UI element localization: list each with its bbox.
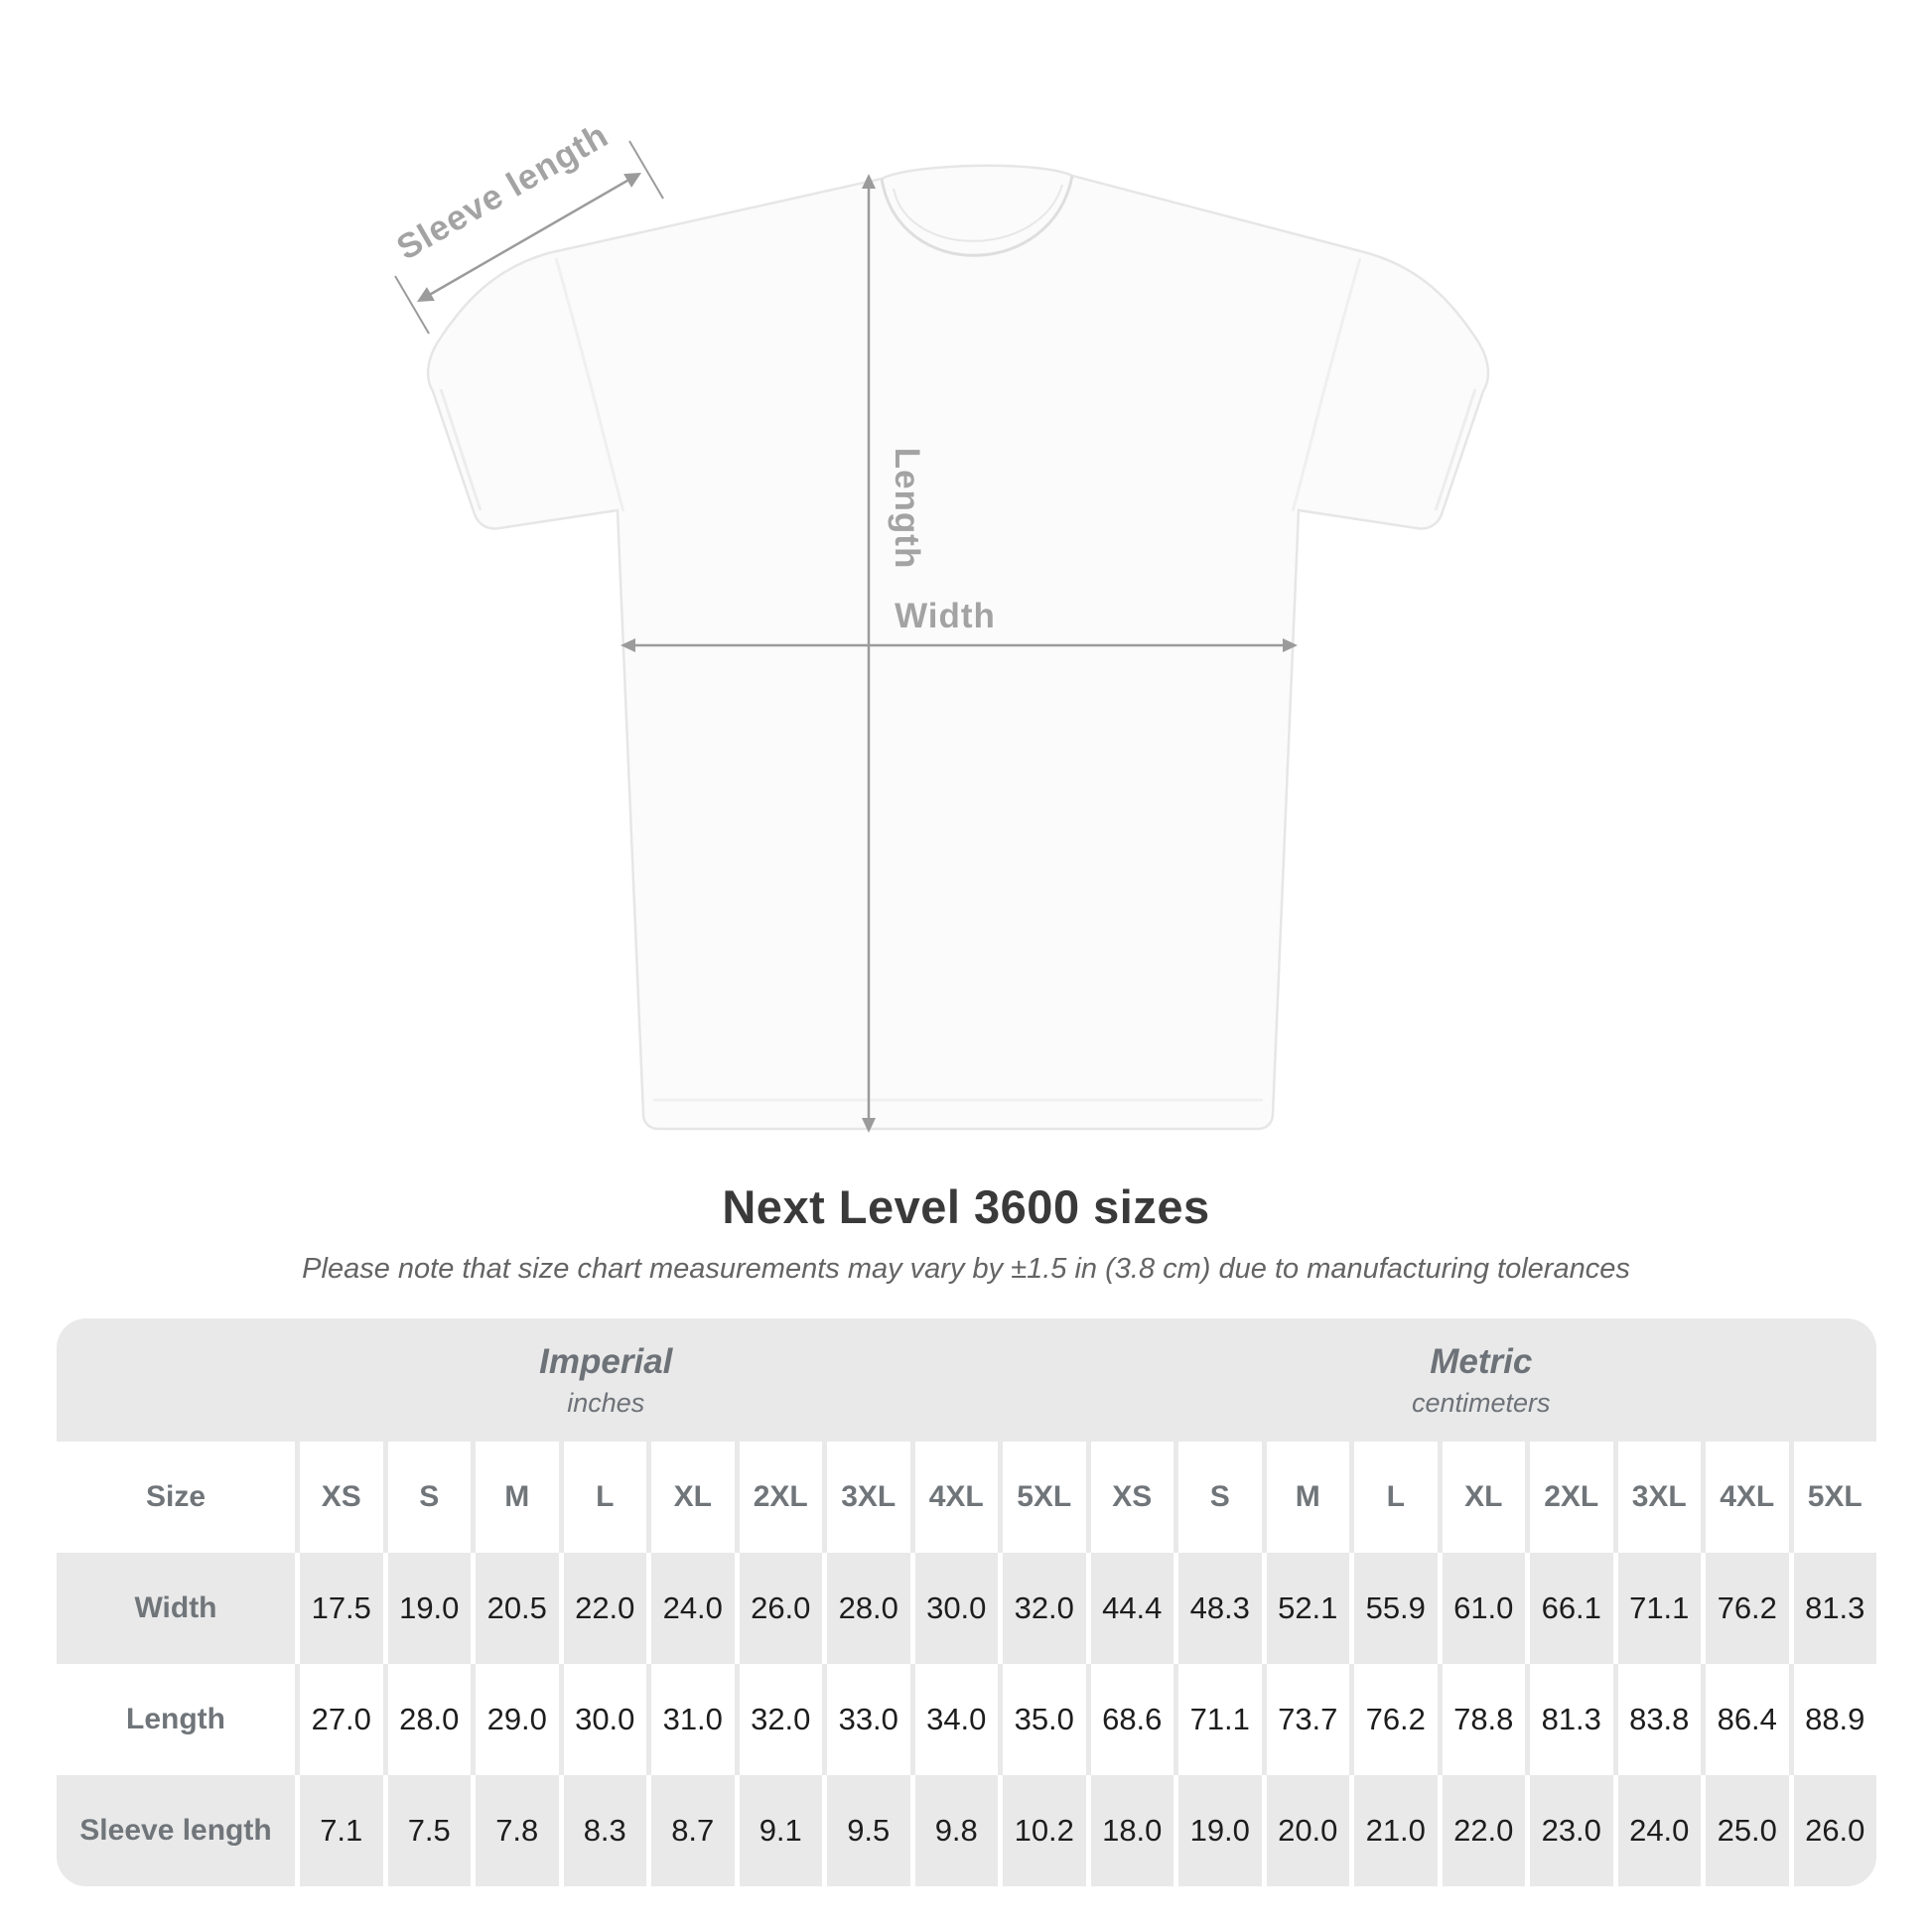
value-cell: 48.3 xyxy=(1173,1553,1262,1664)
value-cell: 10.2 xyxy=(998,1775,1086,1886)
value-cell: 17.5 xyxy=(295,1553,383,1664)
table-row xyxy=(57,1775,1876,1886)
value-cell: 86.4 xyxy=(1701,1664,1789,1775)
value-cell: 66.1 xyxy=(1525,1553,1613,1664)
value-cell: 68.6 xyxy=(1086,1664,1174,1775)
row-label: Length xyxy=(57,1664,295,1775)
value-cell: 27.0 xyxy=(295,1664,383,1775)
value-cell: 18.0 xyxy=(1086,1775,1174,1886)
value-cell: 8.3 xyxy=(559,1775,647,1886)
sleeve-tick-upper xyxy=(629,141,663,199)
value-cell: 55.9 xyxy=(1349,1553,1438,1664)
value-cell: 25.0 xyxy=(1701,1775,1789,1886)
sleeve-length-label: Sleeve length xyxy=(390,115,616,268)
value-cell: 71.1 xyxy=(1173,1664,1262,1775)
unit-group-header-row xyxy=(57,1318,1876,1442)
row-label: Sleeve length xyxy=(57,1775,295,1886)
size-column-header: 3XL xyxy=(822,1442,910,1553)
size-column-header: M xyxy=(1262,1442,1350,1553)
value-cell: 76.2 xyxy=(1701,1553,1789,1664)
length-label: Length xyxy=(888,447,926,570)
value-cell: 21.0 xyxy=(1349,1775,1438,1886)
size-column-header: 3XL xyxy=(1613,1442,1702,1553)
value-cell: 71.1 xyxy=(1613,1553,1702,1664)
value-cell: 22.0 xyxy=(559,1553,647,1664)
value-cell: 19.0 xyxy=(383,1553,472,1664)
value-cell: 81.3 xyxy=(1789,1553,1877,1664)
metric-group-title: Metric xyxy=(1430,1341,1533,1381)
value-cell: 20.5 xyxy=(471,1553,559,1664)
value-cell: 24.0 xyxy=(646,1553,735,1664)
metric-group-unit: centimeters xyxy=(1411,1387,1551,1418)
tshirt-silhouette xyxy=(428,166,1488,1129)
value-cell: 28.0 xyxy=(383,1664,472,1775)
value-cell: 78.8 xyxy=(1438,1664,1526,1775)
table-body xyxy=(57,1442,1876,1886)
value-cell: 23.0 xyxy=(1525,1775,1613,1886)
imperial-group-header xyxy=(57,1318,1086,1442)
size-header-row xyxy=(57,1442,1876,1553)
size-column-header: 5XL xyxy=(998,1442,1086,1553)
size-column-header: M xyxy=(471,1442,559,1553)
table-row xyxy=(57,1664,1876,1775)
size-column-header: S xyxy=(383,1442,472,1553)
value-cell: 30.0 xyxy=(559,1664,647,1775)
size-column-header: XL xyxy=(646,1442,735,1553)
value-cell: 26.0 xyxy=(1789,1775,1877,1886)
value-cell: 7.1 xyxy=(295,1775,383,1886)
value-cell: 9.1 xyxy=(735,1775,823,1886)
row-label: Size xyxy=(57,1442,295,1553)
value-cell: 34.0 xyxy=(910,1664,999,1775)
row-label: Width xyxy=(57,1553,295,1664)
size-column-header: L xyxy=(1349,1442,1438,1553)
size-column-header: XS xyxy=(295,1442,383,1553)
value-cell: 83.8 xyxy=(1613,1664,1702,1775)
size-column-header: 4XL xyxy=(1701,1442,1789,1553)
value-cell: 20.0 xyxy=(1262,1775,1350,1886)
size-column-header: XS xyxy=(1086,1442,1174,1553)
size-column-header: XL xyxy=(1438,1442,1526,1553)
value-cell: 19.0 xyxy=(1173,1775,1262,1886)
value-cell: 29.0 xyxy=(471,1664,559,1775)
imperial-group-title: Imperial xyxy=(539,1341,673,1381)
value-cell: 7.5 xyxy=(383,1775,472,1886)
size-column-header: S xyxy=(1173,1442,1262,1553)
size-column-header: 2XL xyxy=(735,1442,823,1553)
value-cell: 9.8 xyxy=(910,1775,999,1886)
value-cell: 7.8 xyxy=(471,1775,559,1886)
value-cell: 30.0 xyxy=(910,1553,999,1664)
size-column-header: 5XL xyxy=(1789,1442,1877,1553)
value-cell: 76.2 xyxy=(1349,1664,1438,1775)
metric-group-header xyxy=(1086,1318,1876,1442)
size-column-header: 2XL xyxy=(1525,1442,1613,1553)
sleeve-tick-lower xyxy=(395,276,429,334)
size-column-header: L xyxy=(559,1442,647,1553)
value-cell: 22.0 xyxy=(1438,1775,1526,1886)
table-row xyxy=(57,1553,1876,1664)
value-cell: 73.7 xyxy=(1262,1664,1350,1775)
size-column-header: 4XL xyxy=(910,1442,999,1553)
value-cell: 33.0 xyxy=(822,1664,910,1775)
value-cell: 81.3 xyxy=(1525,1664,1613,1775)
value-cell: 61.0 xyxy=(1438,1553,1526,1664)
value-cell: 9.5 xyxy=(822,1775,910,1886)
value-cell: 26.0 xyxy=(735,1553,823,1664)
page-title: Next Level 3600 sizes xyxy=(722,1180,1210,1233)
value-cell: 32.0 xyxy=(735,1664,823,1775)
value-cell: 8.7 xyxy=(646,1775,735,1886)
value-cell: 44.4 xyxy=(1086,1553,1174,1664)
width-label: Width xyxy=(895,597,996,635)
value-cell: 88.9 xyxy=(1789,1664,1877,1775)
imperial-group-unit: inches xyxy=(567,1387,645,1418)
value-cell: 35.0 xyxy=(998,1664,1086,1775)
value-cell: 28.0 xyxy=(822,1553,910,1664)
value-cell: 24.0 xyxy=(1613,1775,1702,1886)
value-cell: 31.0 xyxy=(646,1664,735,1775)
size-chart-table xyxy=(57,1318,1876,1886)
value-cell: 52.1 xyxy=(1262,1553,1350,1664)
value-cell: 32.0 xyxy=(998,1553,1086,1664)
tolerance-note: Please note that size chart measurements may vary by ±1.5 in (3.8 cm) due to manufacturing tolerances xyxy=(302,1253,1630,1285)
